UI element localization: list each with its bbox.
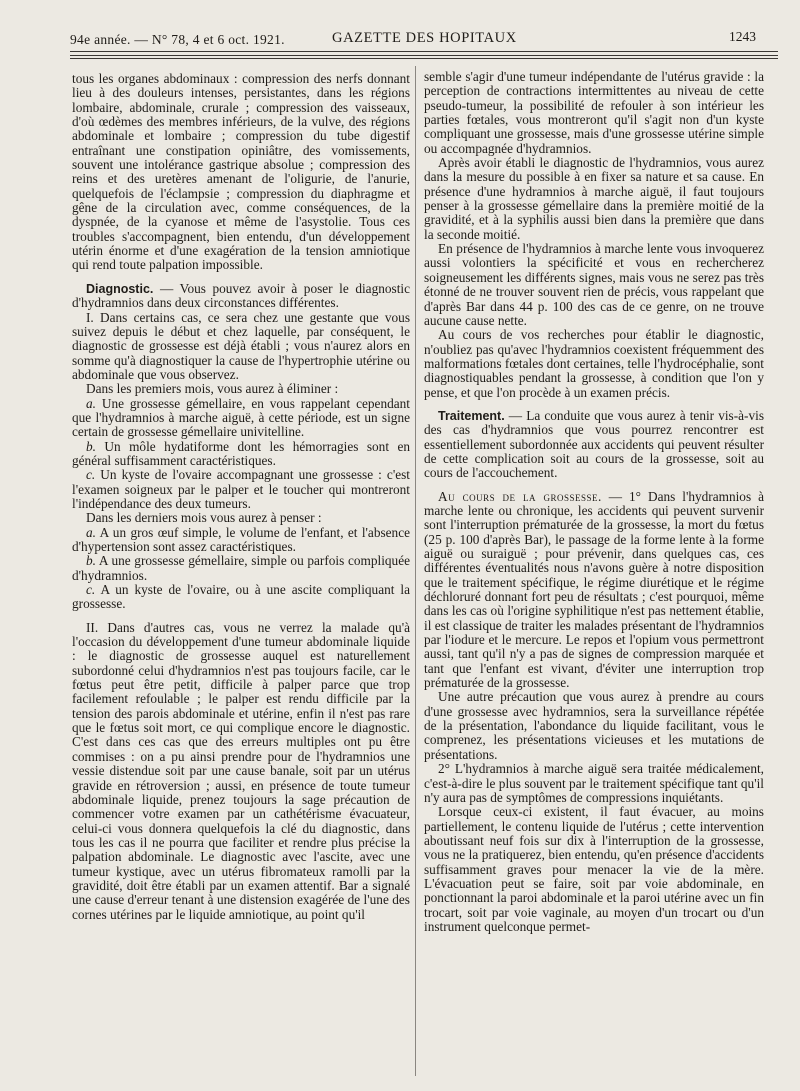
journal-title: GAZETTE DES HOPITAUX [332, 30, 517, 46]
paragraph-text: — 1° Dans l'hydramnios à marche lente ou chronique, les accidents qui peuvent survenir sont l'interruption prématurée de la grossesse, la mort du fœtus (25 p. 100 d'après Bar), le passage de la forme lente à la forme aiguë ou suraiguë ; pour prévenir, dans quelques cas, ces différentes éventualités nous n'avons guère à notre disposition que le traitement spécifique, le régime diurétique et le régime déchloruré donnant fort peu de résultats ; c'est pourquoi, même dans les cas où l'origine syphilitique n'est pas nettement établie, il est classique de traiter les malades présentant de l'hydramnios par l'iodure et le mercure. Le repos et l'opium vous permettront aussi, tant qu'il n'y a pas de signes de compression marquée et tant que l'enfant est vivant, d'éviter une interruption trop prématurée de la grossesse. [424, 488, 764, 691]
paragraph: 2° L'hydramnios à marche aiguë sera traitée médicalement, c'est-à-dire le plus souvent par le traitement spécifique tant qu'il n'y aura pas de symptômes de compressions inquiétants. [424, 761, 764, 805]
header-rule [70, 51, 778, 52]
list-letter: a. [86, 524, 96, 540]
list-item-text: A un gros œuf simple, le volume de l'enfant, et l'absence d'hypertension sont assez caractéristiques. [72, 524, 410, 554]
header-rule [70, 58, 778, 59]
paragraph-diagnostic [72, 282, 410, 311]
paragraph: Dans les derniers mois vous aurez à penser : [86, 510, 322, 526]
list-letter: c. [86, 582, 96, 598]
column-divider [415, 66, 416, 1076]
paragraph-traitement [424, 409, 764, 481]
paragraph: Une autre précaution que vous aurez à prendre au cours d'une grossesse avec hydramnios, sera la surveillance répétée de la présentation, l'abondance du liquide facilitant, vous le comprenez, les présentations vicieuses et les mutations de présentations. [424, 689, 764, 762]
paragraph: Dans les premiers mois, vous aurez à éliminer : [86, 381, 339, 397]
section-heading-diagnostic: Diagnostic. [86, 281, 154, 296]
list-item [72, 554, 410, 583]
subsection-lead: Au cours de la grossesse. [438, 488, 602, 504]
left-column [72, 72, 410, 1072]
paragraph: I. Dans certains cas, ce sera chez une gestante que vous suivez depuis le début et chez laquelle, par conséquent, le diagnostic de grossesse est déjà établi ; vous n'aurez alors en somme qu'à diagnostiquer la cause de l'hypertrophie utérine ou abdominale que vous observez. [72, 309, 410, 382]
list-item [72, 468, 410, 511]
paragraph: En présence de l'hydramnios à marche lente vous invoquerez aussi volontiers la spécificité et vous en rechercherez soigneusement les différents signes, mais vous ne serez pas très étonné de ne trouver souvent rien de précis, vous rappelant que d'après Bar dans 44 p. 100 des cas de ce genre, on ne trouve aucune cause nette. [424, 241, 764, 328]
paragraph-au-cours [424, 490, 764, 691]
list-item-text: A une grossesse gémellaire, simple ou parfois compliquée d'hydramnios. [72, 553, 410, 583]
paragraph: II. Dans d'autres cas, vous ne verrez la malade qu'à l'occasion du développement d'une tumeur abdominale liquide : le diagnostic de grossesse auquel est naturellement subordonné celui d'hydramnios n'est pas toujours facile, car le fœtus peut être petit, difficile à palper parce que trop facilement refoulable ; le palper est rendu difficile par la tension des parois abdominale et utérine, enfin il n'est pas rare que le fœtus soit mort, ce qui complique encore le diagnostic. C'est dans ces cas que des erreurs multiples ont pu être commises : on a pu ainsi prendre pour de l'hydramnios une vessie distendue soit par une cause banale, soit par un utérus gravide en rétroversion ; aussi, en présence de toute tumeur abdominale liquide, prenez toujours la sage précaution de commencer votre examen par un cathétérisme évacuateur, celui-ci vous donnera quelquefois la clé du diagnostic, dans tous les cas il ne pourra que faciliter et rendre plus précise la palpation abdominale. Le diagnostic avec l'ascite, avec une tumeur kystique, avec un utérus fibromateux ramolli par la gravidité, doit être établi par un examen attentif. Bar a signalé une cause d'erreur tenant à une distension exagérée de l'une des cornes utérines par le liquide amniotique, au point qu'il [72, 619, 410, 922]
list-item-text: Un kyste de l'ovaire accompagnant une grossesse : c'est l'examen soigneux par le palper et le toucher qui montreront l'indépendance des deux tumeurs. [72, 467, 410, 511]
paragraph: Au cours de vos recherches pour établir le diagnostic, n'oubliez pas qu'avec l'hydramnios coexistent fréquemment des malformations fœtales dont certaines, telle l'hydrocéphalie, sont diagnostiquables pendant la grossesse, à condition que l'on y pense, et que l'on procède à un examen précis. [424, 327, 764, 400]
list-letter: c. [86, 467, 96, 483]
paragraph: Lorsque ceux-ci existent, il faut évacuer, au moins partiellement, le contenu liquide de l'utérus ; cette intervention aboutissant neuf fois sur dix à l'interruption de la grossesse, vous ne la pratiquerez, bien entendu, qu'en présence d'accidents suffisamment graves pour menacer la vie de la mère. L'évacuation peut se faire, soit par voie abdominale, en ponctionnant la paroi abdominale et la paroi utérine avec un fin trocart, soit par voie vaginale, au moyen d'un trocart ou d'un instrument quelconque permet- [424, 804, 764, 934]
list-letter: b. [86, 438, 96, 454]
paragraph-text: — Vous pouvez avoir à poser le diagnostic d'hydramnios dans deux circonstances différentes. [72, 280, 410, 311]
right-column [424, 70, 764, 1070]
list-letter: a. [86, 395, 96, 411]
list-item-text: Un môle hydatiforme dont les hémorragies sont en général suffisamment caractéristiques. [72, 438, 410, 468]
paragraph: tous les organes abdominaux : compression des nerfs donnant lieu à des douleurs intenses, persistantes, dans les régions lombaire, abdominale, crurale ; compression des vaisseaux, d'où œdèmes des membres inférieurs, de la vulve, des régions abdominale et lombaire ; compression du tube digestif entraînant une constipation opiniâtre, des vomissements, souvent une intolérance gastrique absolue ; compression des reins et des uretères amenant de l'oligurie, de l'anurie, quelquefois de l'éclampsie ; compression du diaphragme et gêne de la circulation avec, comme conséquences, de la dyspnée, de la cyanose et même de l'asystolie. Tous ces troubles s'accompagnent, bien entendu, d'un développement utérin énorme et d'une exagération de la tension amniotique qui rend toute palpation impossible. [72, 72, 410, 273]
list-item-text: Une grossesse gémellaire, en vous rappelant cependant que l'hydramnios à marche aiguë, à cette période, est un signe certain de grossesse gémellaire univitelline. [72, 395, 410, 440]
header-rule [70, 55, 778, 56]
paragraph-text: — La conduite que vous aurez à tenir vis-à-vis des cas d'hydramnios que vous pourrez rencontrer est essentiellement subordonnée aux accidents qui peuvent résulter de cette complication soit au cours de la grossesse, soit au cours de l'accouchement. [424, 407, 764, 481]
page-number: 1243 [729, 29, 756, 44]
paragraph: semble s'agir d'une tumeur indépendante de l'utérus gravide : la perception de contractions intermittentes au niveau de cette pseudo-tumeur, la possibilité de refouler à son intérieur les parties fœtales, vous montreront qu'il s'agit non d'un kyste compliquant une grossesse, mais d'une grossesse utérine simple ou accompagnée d'hydramnios. [424, 70, 764, 156]
paragraph: Après avoir établi le diagnostic de l'hydramnios, vous aurez dans la mesure du possible à en fixer sa nature et sa cause. En présence d'une hydramnios à marche aiguë, il faut toujours penser à la grossesse gémellaire dans la première moitié de la gravidité, et à la syphilis aussi bien dans la première que dans la seconde moitié. [424, 155, 764, 242]
section-heading-traitement: Traitement. [438, 408, 505, 423]
issue-info: 94e année. — N° 78, 4 et 6 oct. 1921. [70, 32, 285, 47]
list-item [72, 526, 410, 555]
list-letter: b. [86, 553, 96, 569]
list-item [72, 397, 410, 440]
list-item [72, 583, 410, 612]
list-item-text: A un kyste de l'ovaire, ou à une ascite compliquant la grossesse. [72, 582, 410, 612]
list-item [72, 440, 410, 469]
page-header [70, 26, 770, 50]
